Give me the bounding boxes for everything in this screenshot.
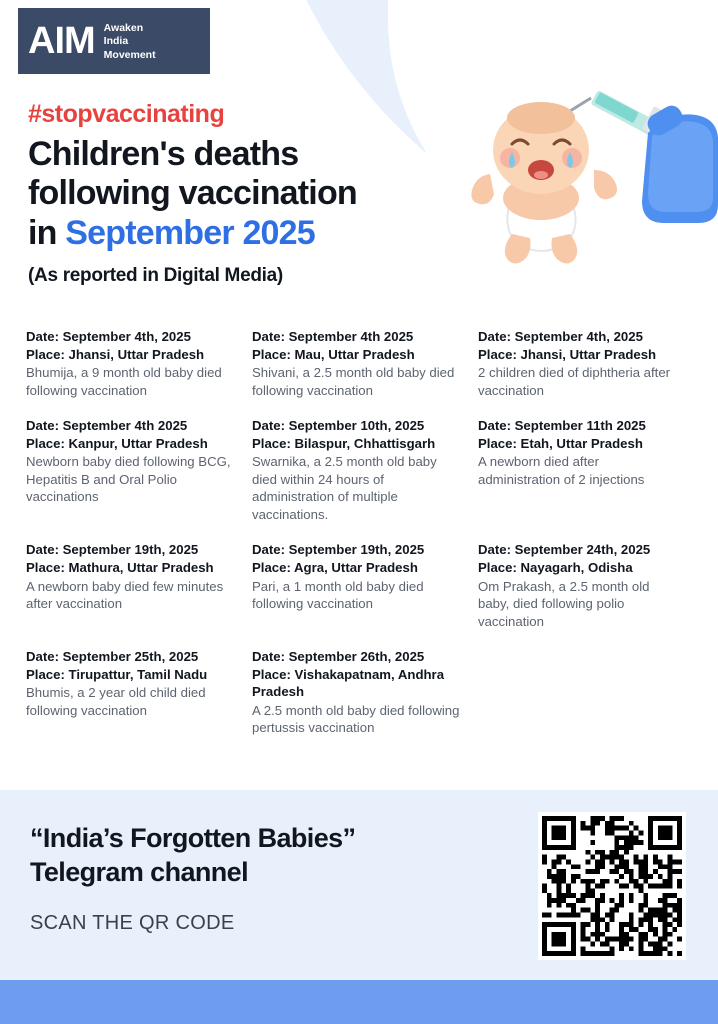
incident-date: Date: September 4th, 2025	[26, 329, 191, 344]
headline-month: September 2025	[65, 213, 315, 252]
syringe-icon	[570, 90, 663, 137]
incident-entry	[478, 541, 694, 630]
incident-entry	[252, 328, 478, 399]
logo-subtitle-line-3: Movement	[103, 48, 156, 61]
incident-place: Place: Vishakapatnam, Andhra Pradesh	[252, 666, 445, 700]
incident-date: Date: September 19th, 2025	[26, 542, 199, 558]
incident-entry	[252, 541, 478, 630]
headline-line-1: Children's deaths	[28, 135, 299, 173]
incident-entry	[252, 417, 478, 523]
footer-title-line-1: “India’s Forgotten Babies”	[30, 823, 356, 853]
incident-place: Place: Nayagarh, Odisha	[478, 560, 633, 576]
logo-subtitle-line-2: India	[103, 35, 129, 48]
incident-place: Place: Jhansi, Uttar Pradesh	[26, 346, 205, 362]
scan-instruction: SCAN THE QR CODE	[30, 911, 235, 934]
incident-entry	[478, 417, 694, 523]
incident-description: A newborn died after administration of 2 injections	[478, 454, 645, 487]
incident-date: Date: September 4th, 2025	[478, 329, 643, 344]
incident-entry	[26, 328, 252, 399]
incident-date: Date: September 10th, 2025	[252, 418, 425, 434]
incident-description: Bhumis, a 2 year old child died following vaccination	[26, 685, 206, 718]
logo-subtitle	[104, 22, 156, 61]
incident-place: Place: Agra, Uttar Pradesh	[252, 560, 418, 576]
incident-place: Place: Jhansi, Uttar Pradesh	[478, 346, 657, 362]
baby-figure	[471, 102, 617, 264]
footer-title-line-2: Telegram channel	[30, 856, 248, 887]
incident-place: Place: Mau, Uttar Pradesh	[252, 346, 415, 362]
incident-entry	[26, 648, 252, 737]
incident-date: Date: September 25th, 2025	[26, 649, 199, 665]
incident-place: Place: Etah, Uttar Pradesh	[478, 435, 643, 451]
incident-place: Place: Mathura, Uttar Pradesh	[26, 560, 214, 576]
incident-description: 2 children died of diphtheria after vaccination	[478, 365, 671, 398]
logo	[18, 8, 210, 74]
incident-entry	[252, 648, 478, 737]
incident-description: Swarnika, a 2.5 month old baby died within 24 hours of administration of multiple vaccinations.	[252, 454, 437, 522]
incident-description: A newborn baby died few minutes after vaccination	[26, 578, 224, 612]
baby-vaccination-illustration	[448, 78, 718, 278]
incident-description: Pari, a 1 month old baby died following vaccination	[252, 578, 424, 612]
logo-subtitle-line-1: Awaken	[103, 22, 144, 35]
incident-date: Date: September 4th 2025	[26, 418, 188, 434]
incident-place: Place: Tirupattur, Tamil Nadu	[26, 666, 208, 682]
incident-entry	[26, 417, 252, 523]
footer-panel	[0, 790, 718, 980]
incident-description: A 2.5 month old baby died following pertussis vaccination	[252, 702, 460, 736]
incident-description: Newborn baby died following BCG, Hepatitis B and Oral Polio vaccinations	[26, 454, 231, 505]
incident-date: Date: September 26th, 2025	[252, 649, 425, 665]
hashtag: #stopvaccinating	[28, 100, 225, 128]
footer-text	[30, 822, 510, 935]
headline-line-3-prefix: in	[28, 213, 66, 252]
page-title	[28, 135, 458, 253]
incident-entry	[478, 328, 694, 399]
incident-place: Place: Bilaspur, Chhattisgarh	[252, 435, 436, 451]
header	[28, 100, 458, 287]
incident-date: Date: September 24th, 2025	[478, 542, 651, 558]
logo-mark: AIM	[28, 20, 95, 62]
incident-list	[26, 328, 694, 755]
incident-date: Date: September 19th, 2025	[252, 542, 425, 558]
gloved-hand-icon	[642, 102, 718, 223]
headline-line-2: following vaccination	[28, 174, 357, 213]
incident-description: Shivani, a 2.5 month old baby died following vaccination	[252, 365, 455, 398]
incident-date: Date: September 11th 2025	[478, 418, 646, 434]
qr-code[interactable]	[538, 812, 686, 960]
subtitle: (As reported in Digital Media)	[28, 265, 283, 287]
incident-date: Date: September 4th 2025	[252, 329, 414, 344]
incident-description: Bhumija, a 9 month old baby died following vaccination	[26, 365, 222, 398]
incident-entry	[26, 541, 252, 630]
bottom-bar	[0, 980, 718, 1024]
incident-description: Om Prakash, a 2.5 month old baby, died following polio vaccination	[478, 578, 650, 629]
incident-place: Place: Kanpur, Uttar Pradesh	[26, 435, 208, 451]
footer-title	[30, 822, 510, 890]
